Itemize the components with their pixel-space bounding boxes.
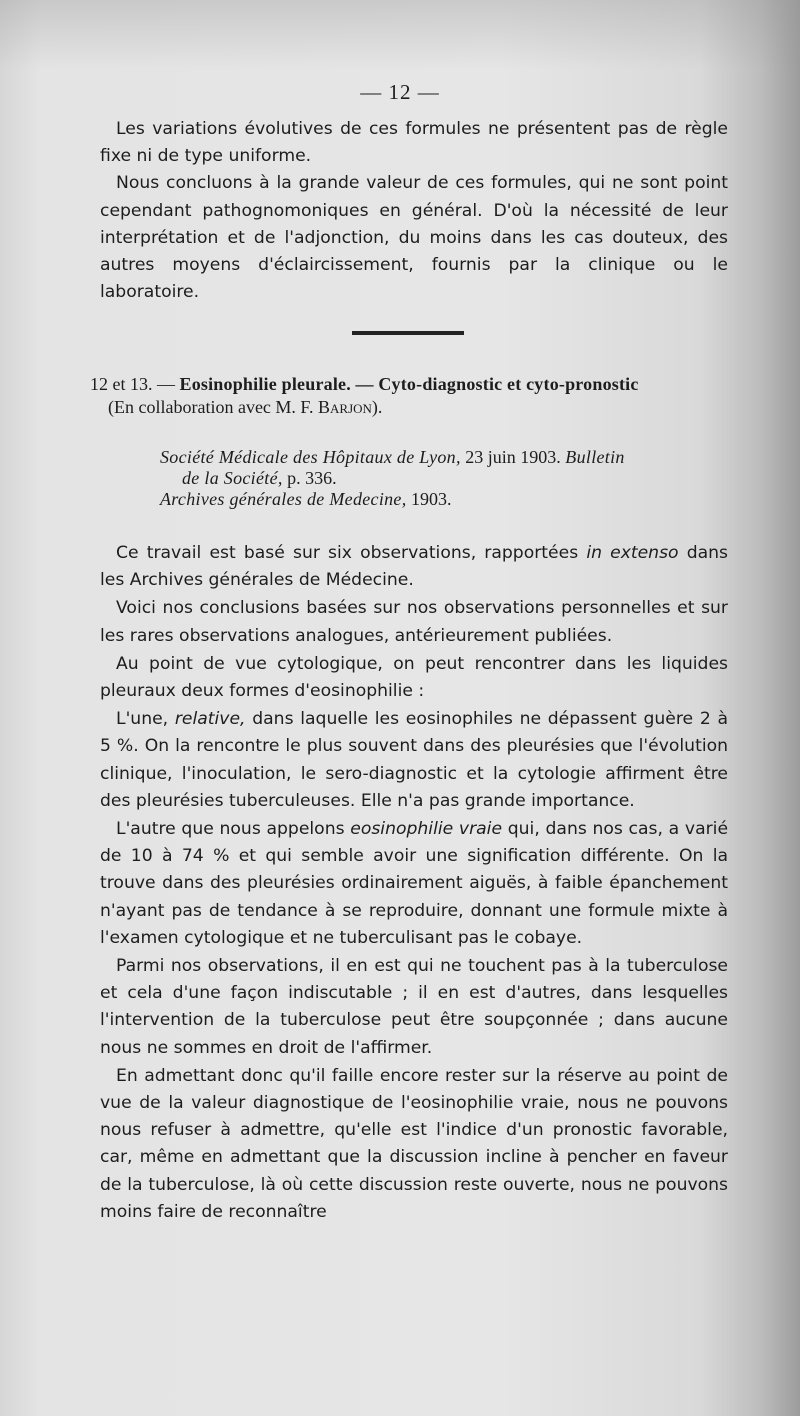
p4-text-a: L'une, <box>116 709 169 730</box>
p1-text-a: Ce travail est basé sur six observations, rapportées <box>116 543 579 563</box>
p1-text-b: dans les Archives générales de Médecine. <box>100 543 729 591</box>
page-shadow <box>0 0 800 70</box>
body-text <box>100 540 728 1226</box>
p5-text-a: L'autre que nous appelons <box>116 819 345 840</box>
p4-emphasis: relative, <box>174 709 246 730</box>
ref1-bulletin-cont: de la Société, <box>182 468 283 488</box>
section-divider <box>352 331 464 335</box>
reference-2 <box>160 489 740 510</box>
references <box>160 447 740 510</box>
section-title-a: Eosinophilie pleurale. <box>179 374 351 394</box>
collab-suffix: ). <box>371 397 383 417</box>
p1-emphasis: in extenso <box>586 543 679 563</box>
reference-1 <box>160 447 740 468</box>
section-title-b: — Cyto-diagnostic et cyto-pronostic <box>355 374 639 394</box>
p4-text-b: dans laquelle les eosinophiles ne dépassent guère 2 à 5 %. On la rencontre le plus souvent dans des pleurésies que l'évolution clinique, l'inoculation, le sero-diagnostic et la cytologie affirment être des pleurésies tuberculeuses. Elle n'a pas grande importance. <box>100 709 729 811</box>
ref2-journal: Archives générales de Medecine, <box>160 489 407 509</box>
p5-text-b: qui, dans nos cas, a varié de 10 à 74 % et qui semble avoir une signification différente. On la trouve dans des pleurésies ordinairement aiguës, à faible épanchement n'ayant pas de tendance à se reproduire, donnant une formule mixte à l'examen cytologique et ne tuberculisant pas le cobaye. <box>100 819 729 948</box>
body-paragraph-3: Au point de vue cytologique, on peut rencontrer dans les liquides pleuraux deux formes d'eosinophilie : <box>100 653 728 702</box>
body-paragraph-1 <box>100 540 728 594</box>
body-paragraph-5 <box>100 816 728 952</box>
page-number: — 12 — <box>360 80 440 104</box>
intro-paragraph-2: Nous concluons à la grande valeur de ces formules, qui ne sont point cependant pathognomoniques en général. D'où la nécessité de leur interprétation et de l'adjonction, du moins dans les cas douteux, des autres moyens d'éclaircissement, fournis par la clinique ou le laboratoire. <box>100 173 728 303</box>
body-paragraph-7: En admettant donc qu'il faille encore rester sur la réserve au point de vue de la valeur diagnostique de l'eosinophilie vraie, nous ne pouvons nous refuser à admettre, qu'elle est l'indice d'un pronostic favorable, car, même en admettant que la discussion incline à pencher en faveur de la tuberculose, là où cette discussion reste ouverte, nous ne pouvons moins faire de reconnaître <box>100 1065 728 1222</box>
section-heading <box>90 373 730 419</box>
ref1-date: 23 juin 1903. <box>465 447 561 467</box>
intro-text <box>100 116 728 306</box>
body-paragraph-6: Parmi nos observations, il en est qui ne touchent pas à la tuberculose et cela d'une façon indiscutable ; il en est d'autres, dans lesquelles l'intervention de la tuberculose peut être soupçonnée ; dans aucune nous ne sommes en droit de l'affirmer. <box>100 956 728 1058</box>
body-paragraph-4 <box>100 706 728 815</box>
body-paragraph-2: Voici nos conclusions basées sur nos observations personnelles et sur les rares observations analogues, antérieurement publiées. <box>100 598 728 646</box>
collab-name: Barjon <box>318 397 372 417</box>
ref2-year: 1903. <box>411 489 452 509</box>
ref1-bulletin: Bulletin <box>565 447 625 467</box>
section-collaboration <box>90 396 730 419</box>
section-dash: — <box>157 374 175 394</box>
reference-1-cont <box>160 468 740 489</box>
ref1-page: p. 336. <box>287 468 337 488</box>
section-title-line <box>90 373 730 396</box>
intro-paragraph-1: Les variations évolutives de ces formules ne présentent pas de règle fixe ni de type uniforme. <box>100 119 728 167</box>
p5-emphasis: eosinophilie vraie <box>350 819 503 840</box>
section-number: 12 et 13. <box>90 374 153 394</box>
collab-prefix: (En collaboration avec M. F. <box>108 397 314 417</box>
ref1-journal: Société Médicale des Hôpitaux de Lyon, <box>160 447 461 467</box>
